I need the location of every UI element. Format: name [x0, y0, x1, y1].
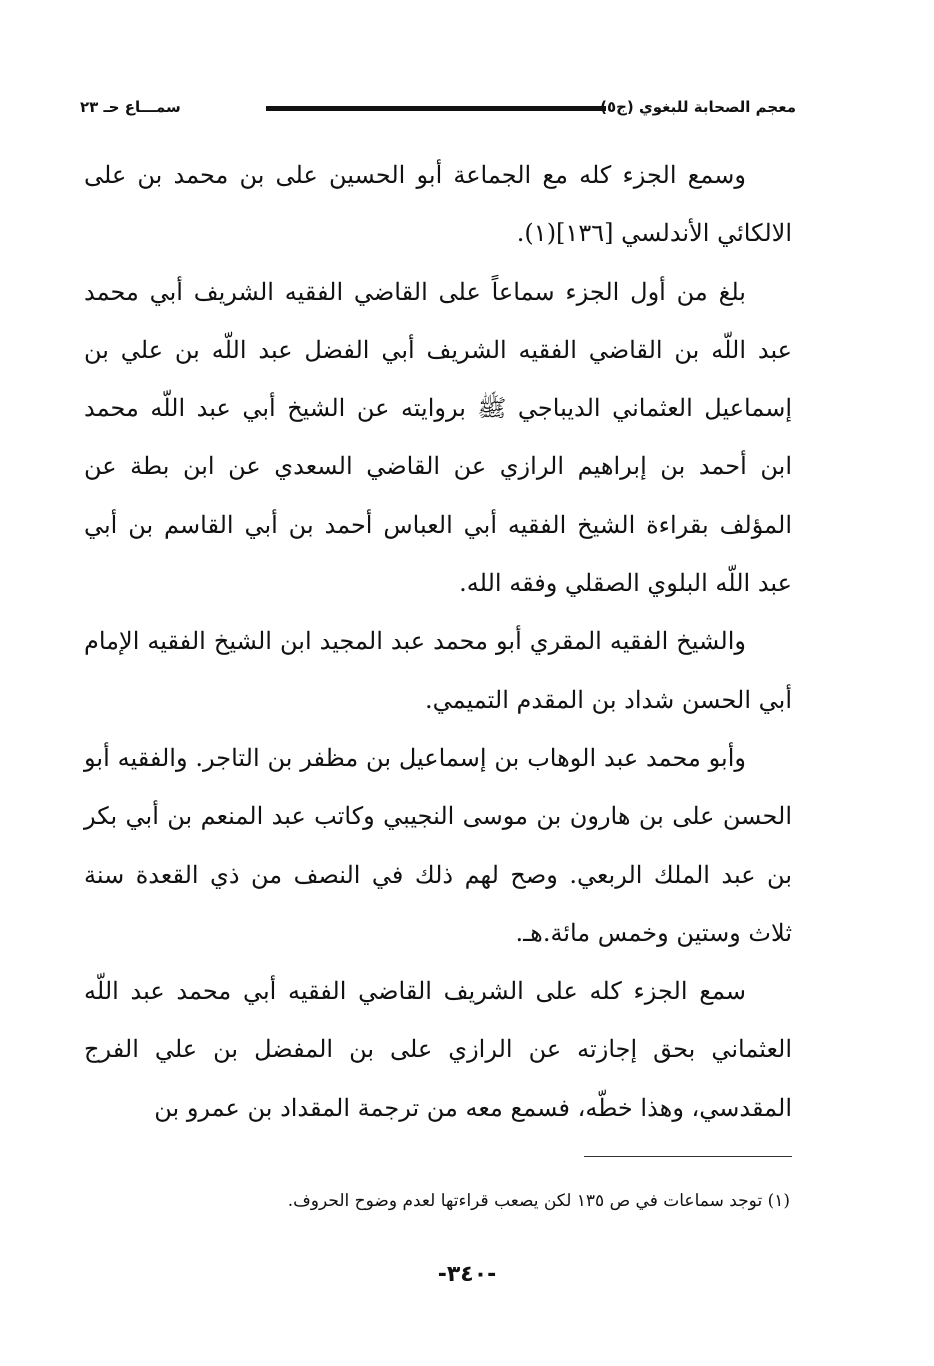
paragraph-2: بلغ من أول الجزء سماعاً على القاضي الفقيه الشريف أبي محمد عبد اللّه بن القاضي الفقيه الشريف أبي الفضل عبد اللّه بن علي بن إسماعيل العثماني الديباجي ﷺ بروايته عن الشيخ أبي عبد اللّه محمد ابن أحمد بن إبراهيم الرازي عن القاضي السعدي عن ابن بطة عن المؤلف بقراءة الشيخ الفقيه أبي العباس أحمد بن أبي القاسم بن أبي عبد اللّه البلوي الصقلي وفقه الله. — [84, 277, 792, 598]
paragraph-3: والشيخ الفقيه المقري أبو محمد عبد المجيد ابن الشيخ الفقيه الإمام أبي الحسن شداد بن المقدم التميمي. — [84, 627, 792, 714]
header-rule — [266, 106, 606, 111]
running-header — [80, 98, 796, 120]
header-section-label: سمـــاع حـ ٢٣ — [80, 98, 181, 116]
footnote-rule — [584, 1156, 792, 1157]
paragraph-4: وأبو محمد عبد الوهاب بن إسماعيل بن مظفر بن التاجر. والفقيه أبو الحسن على بن هارون بن موسى النجيبي وكاتب عبد المنعم بن أبي بكر بن عبد الملك الربعي. وصح لهم ذلك في النصف من ذي القعدة سنة ثلاث وستين وخمس مائة.هـ. — [84, 743, 792, 947]
body-text — [84, 146, 792, 1137]
header-book-title: معجم الصحابة للبغوي (ج٥ — [606, 98, 796, 116]
footnote: (١) توجد سماعات في ص ١٣٥ لكن يصعب قراءتها لعدم وضوح الحروف. — [287, 1191, 790, 1211]
paragraph-1: وسمع الجزء كله مع الجماعة أبو الحسين على بن محمد بن على الالكائي الأندلسي [١٣٦](١). — [84, 161, 792, 248]
paragraph-5: سمع الجزء كله على الشريف القاضي الفقيه أبي محمد عبد اللّه العثماني بحق إجازته عن الرازي على بن المفضل بن علي الفرج المقدسي، وهذا خطّه، فسمع معه من ترجمة المقداد بن عمرو بن — [84, 977, 792, 1122]
page-number: -٣٤٠- — [437, 1262, 497, 1287]
